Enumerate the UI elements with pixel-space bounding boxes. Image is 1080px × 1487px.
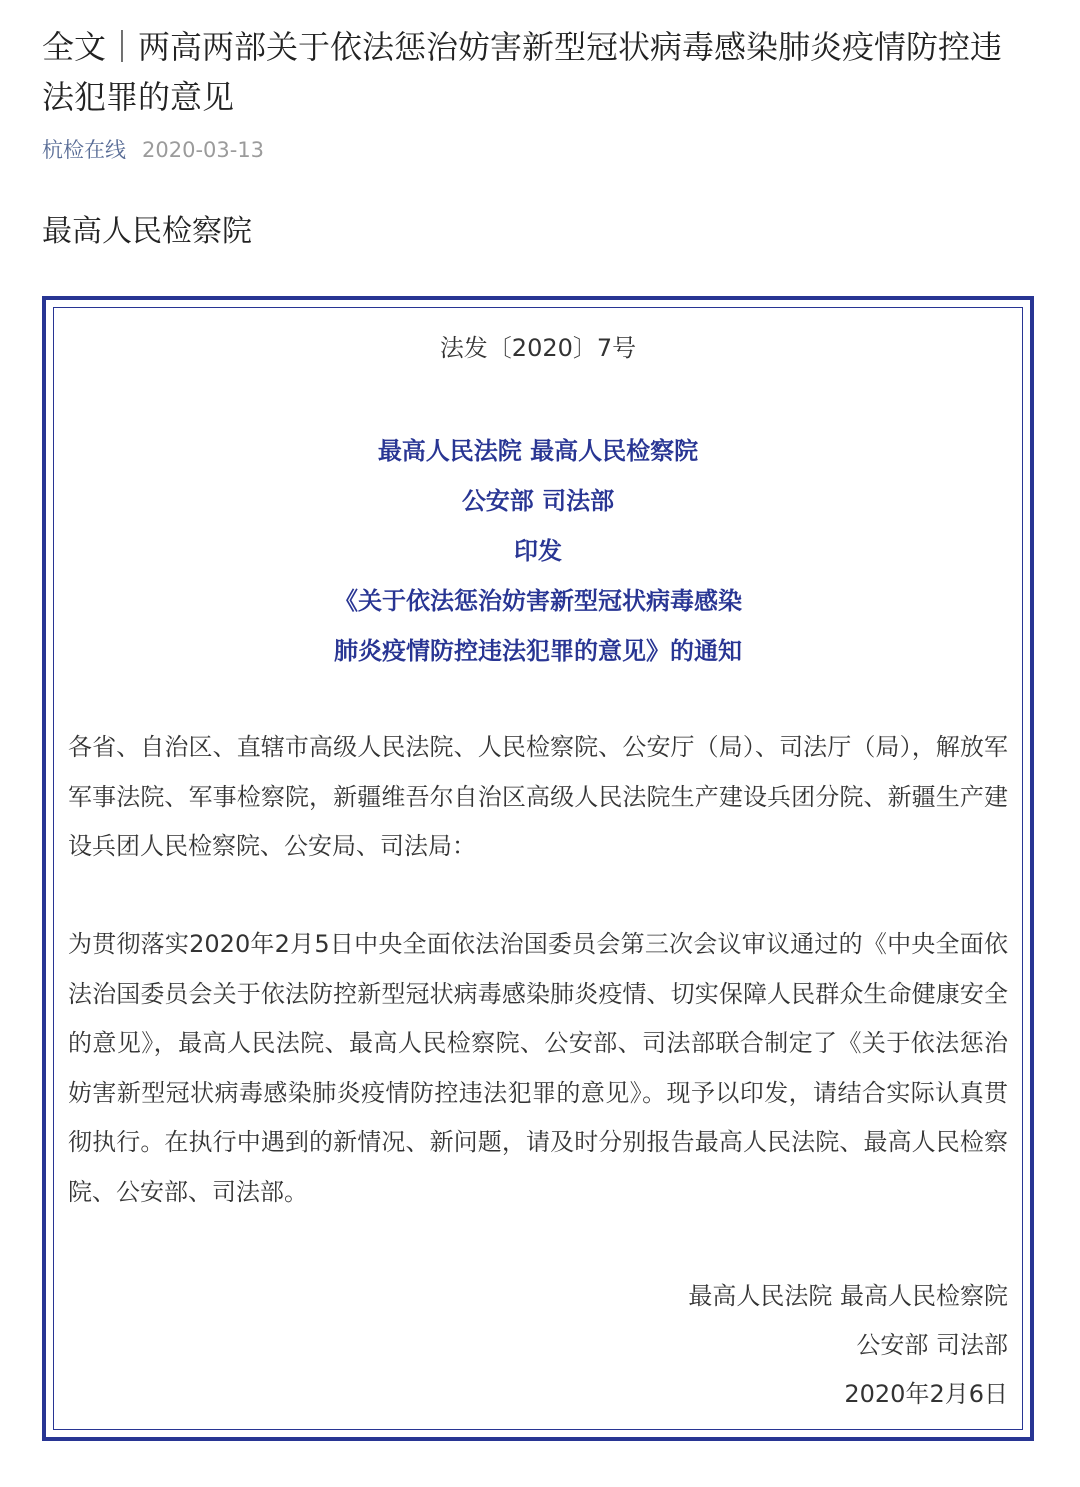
document-number: 法发〔2020〕7号 <box>439 334 637 362</box>
document-heading <box>46 426 1030 676</box>
article-subhead: 最高人民检察院 <box>42 214 252 249</box>
document-image-frame <box>42 296 1034 1441</box>
article-meta <box>42 134 264 166</box>
signature-line: 公安部 司法部 <box>856 1331 1008 1359</box>
heading-line: 肺炎疫情防控违法犯罪的意见》的通知 <box>334 637 742 665</box>
publish-date: 2020-03-13 <box>142 138 265 162</box>
heading-line: 《关于依法惩治妨害新型冠状病毒感染 <box>334 587 742 615</box>
body-paragraph: 为贯彻落实2020年2月5日中央全面依法治国委员会第三次会议审议通过的《中央全面依法治国委员会关于依法防控新型冠状病毒感染肺炎疫情、切实保障人民群众生命健康安全的意见》，最高人民法院、最高人民检察院、公安部、司法部联合制定了《关于依法惩治妨害新型冠状病毒感染肺炎疫情防控违法犯罪的意见》。现予以印发，请结合实际认真贯彻执行。在执行中遇到的新情况、新问题，请及时分别报告最高人民法院、最高人民检察院、公安部、司法部。 <box>68 930 1008 1206</box>
heading-line: 公安部 司法部 <box>461 487 615 515</box>
heading-line: 最高人民法院 最高人民检察院 <box>377 437 699 465</box>
signature-date: 2020年2月6日 <box>844 1380 1008 1408</box>
heading-line: 印发 <box>514 537 562 565</box>
article-title: 全文｜两高两部关于依法惩治妨害新型冠状病毒感染肺炎疫情防控违法犯罪的意见 <box>42 28 1003 116</box>
account-name-link[interactable]: 杭检在线 <box>42 138 126 162</box>
addressees-paragraph: 各省、自治区、直辖市高级人民法院、人民检察院、公安厅（局）、司法厅（局），解放军军事法院、军事检察院，新疆维吾尔自治区高级人民法院生产建设兵团分院、新疆生产建设兵团人民检察院、公安局、司法局： <box>68 733 1008 860</box>
document-signature <box>688 1272 1008 1419</box>
signature-line: 最高人民法院 最高人民检察院 <box>688 1282 1008 1310</box>
